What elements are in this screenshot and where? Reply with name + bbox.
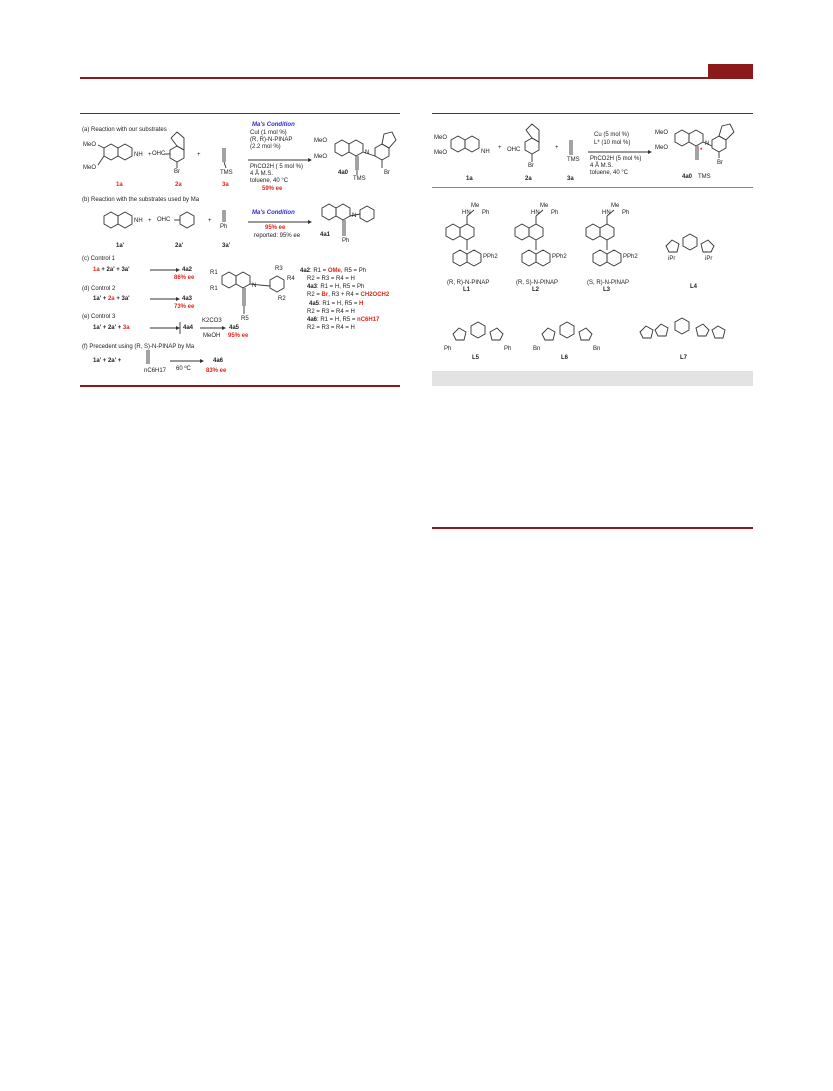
r-atom-meo-2: MeO — [434, 150, 448, 156]
r-atom-meo-1: MeO — [434, 135, 448, 141]
label-3a-prime: 3a' — [222, 243, 231, 249]
plus-b-2: + — [208, 218, 212, 224]
generic-n: N — [252, 283, 257, 289]
temp-f: 60 ºC — [176, 366, 191, 372]
label-1a: 1a — [116, 182, 123, 188]
cond-a-4: PhCO2H ( 5 mol %) — [250, 164, 304, 170]
l5-label: L5 — [472, 355, 480, 361]
reagent-e: K2CO3 — [202, 318, 222, 324]
r-label-1a: 1a — [466, 176, 473, 182]
cond-a-5: 4 Å M.S. — [250, 171, 274, 177]
legend-line-2: R2 = R3 = R4 = H — [307, 276, 355, 282]
eq-d-1: 1a' + — [93, 296, 107, 302]
atom-tms-3a: TMS — [220, 170, 233, 176]
ee-f: 83% ee — [206, 368, 227, 374]
l4-label: L4 — [690, 284, 698, 290]
legend-line-7: 4a6: R1 = H, R5 = nC6H17 — [307, 317, 380, 323]
l1-pph2: PPh2 — [483, 254, 498, 260]
product-c: 4a2 — [182, 267, 193, 273]
heading-c: (c) Control 1 — [82, 256, 116, 262]
generic-r1-top: R1 — [210, 270, 218, 276]
r-cond-2: L* (10 mol %) — [594, 140, 631, 146]
cond-a-2: (R, R)-N-PINAP — [250, 137, 293, 143]
solvent-e: MeOH — [203, 333, 221, 339]
atom-meo-1a-top: MeO — [83, 142, 97, 148]
atom-ph-3a-prime: Ph — [220, 224, 228, 230]
ee-a: 59% ee — [262, 186, 283, 192]
eq-c-1a: 1a — [93, 267, 100, 273]
r-plus-1: + — [498, 145, 502, 151]
legend-line-8: R2 = R3 = R4 = H — [307, 325, 355, 331]
l4-sub-right: iPr — [705, 256, 713, 262]
reported-b: reported: 95% ee — [254, 233, 301, 239]
label-3a: 3a — [222, 182, 229, 188]
label-4a1: 4a1 — [320, 232, 331, 238]
r-label-3a: 3a — [567, 176, 574, 182]
label-4a0: 4a0 — [338, 170, 349, 176]
legend-line-1: 4a2: R1 = OMe, R5 = Ph — [300, 268, 367, 274]
eq-e-1: 1a' + 2a' + — [93, 325, 122, 331]
l6-sub-right: Bn — [593, 346, 601, 352]
l3-me: Me — [611, 203, 620, 209]
l3-pph2: PPh2 — [623, 254, 638, 260]
l2-me: Me — [540, 203, 549, 209]
heading-a: (a) Reaction with our substrates — [82, 127, 167, 133]
ma-condition-title-b: Ma's Condition — [252, 210, 295, 216]
plus-a-2: + — [197, 152, 201, 158]
plus-b-1: + — [148, 218, 152, 224]
l1-me: Me — [471, 203, 480, 209]
eq-e-3a: 3a — [122, 325, 130, 331]
l3-name: (S, R)-N-PINAP — [587, 280, 629, 286]
heading-b: (b) Reaction with the substrates used by Ma — [82, 197, 200, 203]
product-d: 4a3 — [182, 296, 193, 302]
l6-sub-left: Bn — [533, 346, 541, 352]
atom-ph-4a1: Ph — [342, 238, 350, 244]
legend-line-6: R2 = R3 = R4 = H — [307, 309, 355, 315]
legend-line-3: 4a3: R1 = H, R5 = Ph — [307, 284, 365, 290]
heading-d: (d) Control 2 — [82, 286, 116, 292]
r-cond-3: PhCO2H (5 mol %) — [590, 156, 642, 162]
generic-r3: R3 — [275, 266, 283, 272]
l6-label: L6 — [561, 355, 569, 361]
l3-ph: Ph — [622, 210, 630, 216]
atom-br-4a0: Br — [384, 170, 390, 176]
heading-f: (f) Precedent using (R, S)-N-PINAP by Ma — [82, 344, 195, 350]
eq-d-3: + 3a' — [116, 296, 130, 302]
l2-label: L2 — [532, 287, 540, 293]
r-atom-p-meo-2: MeO — [655, 145, 669, 151]
ee-c: 86% ee — [174, 275, 195, 281]
r-cond-1: Cu (5 mol %) — [594, 132, 630, 138]
r-atom-p-meo-1: MeO — [655, 130, 669, 136]
l3-hn: HN — [602, 210, 611, 216]
table-header-band — [432, 371, 753, 386]
eq-d-2a: 2a — [107, 296, 115, 302]
l2-name: (R, S)-N-PINAP — [516, 280, 558, 286]
l1-ph: Ph — [482, 210, 490, 216]
product-e: 4a5 — [229, 325, 240, 331]
atom-meo-1a-bottom: MeO — [83, 165, 97, 171]
r-atom-nh: NH — [481, 149, 490, 155]
ee-d: 73% ee — [174, 304, 195, 310]
atom-nh-1a-prime: NH — [134, 218, 143, 224]
cond-a-3: (2.2 mol %) — [250, 144, 281, 150]
atom-br-2a: Br — [174, 169, 180, 175]
l4-sub-left: iPr — [668, 256, 676, 262]
l5-sub-right: Ph — [504, 346, 512, 352]
r-atom-tms: TMS — [567, 157, 580, 163]
l7-label: L7 — [680, 355, 688, 361]
r-atom-p-tms: TMS — [698, 174, 711, 180]
l1-hn: HN — [462, 210, 471, 216]
generic-r4: R4 — [287, 276, 295, 282]
l2-ph: Ph — [551, 210, 559, 216]
label-2a: 2a — [175, 182, 182, 188]
r-atom-br: Br — [528, 163, 534, 169]
l1-name: (R, R)-N-PINAP — [447, 280, 490, 286]
ee-b: 95% ee — [265, 225, 286, 231]
plus-a-1: + — [148, 152, 152, 158]
legend-line-5: 4a5: R1 = H, R5 = H — [309, 301, 364, 307]
eq-f: 1a' + 2a' + — [93, 358, 122, 364]
cond-a-1: CuI (1 mol %) — [250, 130, 287, 136]
legend-line-4: R2 = Br, R3 + R4 = CH2OCH2 — [307, 292, 390, 298]
mid-e: 4a4 — [183, 325, 194, 331]
l3-label: L3 — [603, 287, 611, 293]
atom-meo-4a0-top: MeO — [314, 138, 328, 144]
r-atom-ohc: OHC — [507, 147, 521, 153]
r-label-2a: 2a — [525, 176, 532, 182]
atom-n-4a0: N — [365, 150, 370, 156]
generic-r2: R2 — [278, 296, 286, 302]
right-scheme-bottom-rule — [432, 527, 753, 529]
r-atom-star: * — [700, 148, 703, 154]
atom-nh-1a: NH — [134, 152, 143, 158]
atom-ohc-2a: OHC — [152, 151, 166, 157]
sub-f: nC6H17 — [144, 368, 167, 374]
label-1a-prime: 1a' — [116, 243, 125, 249]
l1-label: L1 — [463, 287, 471, 293]
atom-meo-4a0-bottom: MeO — [314, 154, 328, 160]
atom-n-4a1: N — [352, 213, 357, 219]
r-plus-2: + — [555, 145, 559, 151]
r-atom-p-n: N — [705, 141, 710, 147]
heading-e: (e) Control 3 — [82, 314, 116, 320]
eq-c-rest: + 2a' + 3a' — [101, 267, 130, 273]
l2-hn: HN — [531, 210, 540, 216]
cond-a-6: toluene, 40 °C — [250, 178, 289, 184]
r-atom-p-br: Br — [717, 160, 723, 166]
generic-r5: R5 — [241, 316, 249, 322]
l5-sub-left: Ph — [444, 346, 452, 352]
l2-pph2: PPh2 — [552, 254, 567, 260]
atom-tms-4a0: TMS — [353, 176, 366, 182]
ee-e: 95% ee — [228, 333, 249, 339]
atom-ohc-2a-prime: OHC — [157, 217, 171, 223]
r-cond-5: toluene, 40 °C — [590, 170, 629, 176]
label-2a-prime: 2a' — [175, 243, 184, 249]
ma-condition-title-a: Ma's Condition — [252, 122, 295, 128]
r-label-4a0: 4a0 — [682, 174, 693, 180]
r-cond-4: 4 Å M.S. — [590, 163, 614, 169]
generic-r1-bottom: R1 — [210, 286, 218, 292]
product-f: 4a6 — [213, 358, 224, 364]
